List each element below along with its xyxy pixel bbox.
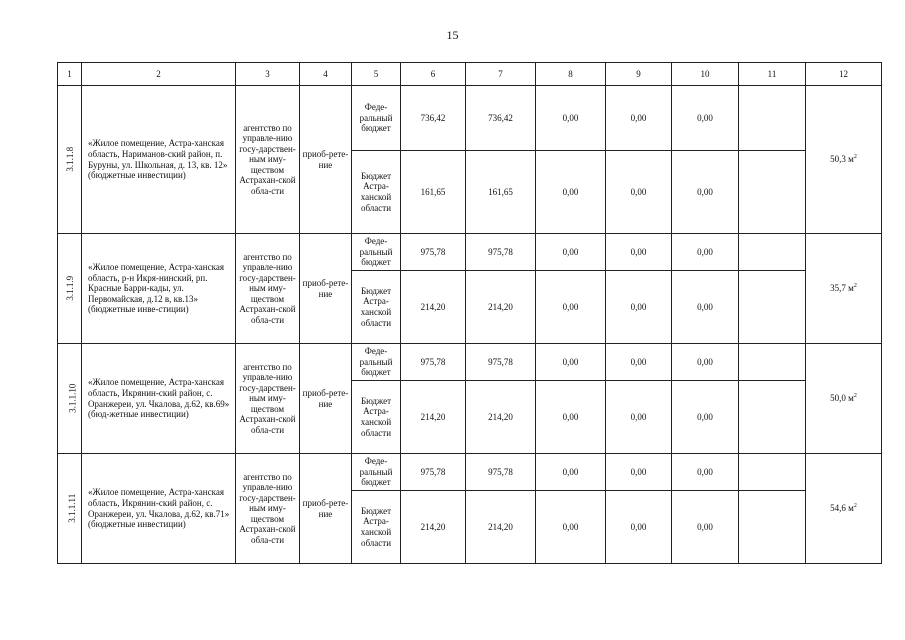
amount-cell [739,151,806,234]
area-cell [806,234,882,344]
funding-source: Бюджет Астра-ханской области [352,381,401,454]
table-row [58,86,882,151]
amount-cell: 0,00 [606,86,672,151]
area-value: 50,3 м [830,154,854,165]
amount-cell: 736,42 [401,86,466,151]
table-row [58,234,882,271]
column-header: 5 [352,63,401,86]
amount-cell: 0,00 [606,234,672,271]
funding-source: Бюджет Астра-ханской области [352,151,401,234]
amount-cell: 975,78 [401,234,466,271]
row-code-cell [58,234,82,344]
amount-cell: 975,78 [401,344,466,381]
amount-cell: 0,00 [672,151,739,234]
row-code-cell [58,86,82,234]
amount-cell: 975,78 [401,454,466,491]
amount-cell: 0,00 [672,454,739,491]
amount-cell: 214,20 [401,491,466,564]
responsible-agency: агентство по управле-нию госу-дарствен-ным иму-ществом Астрахан-ской обла-сти [236,234,300,344]
amount-cell [739,271,806,344]
column-header: 11 [739,63,806,86]
amount-cell: 0,00 [536,234,606,271]
area-unit-superscript: 2 [853,503,857,510]
row-code-cell [58,454,82,564]
row-code: 3.1.1.8 [65,147,76,172]
funding-source: Бюджет Астра-ханской области [352,491,401,564]
area-value: 50,0 м [830,393,854,404]
amount-cell: 214,20 [401,381,466,454]
column-header: 2 [82,63,236,86]
column-header: 3 [236,63,300,86]
amount-cell: 0,00 [672,491,739,564]
amount-cell: 0,00 [606,381,672,454]
row-code-cell [58,344,82,454]
responsible-agency: агентство по управле-нию госу-дарствен-ным иму-ществом Астрахан-ской обла-сти [236,454,300,564]
column-header: 1 [58,63,82,86]
header-row [58,63,882,86]
amount-cell: 0,00 [536,151,606,234]
amount-cell [739,381,806,454]
amount-cell: 975,78 [466,454,536,491]
table-row [58,344,882,381]
amount-cell: 0,00 [536,381,606,454]
action-type: приоб-рете-ние [300,454,352,564]
area-value: 54,6 м [830,503,854,514]
amount-cell [739,344,806,381]
column-header: 12 [806,63,882,86]
object-description: «Жилое помещение, Астра-ханская область, Нариманов-ский район, п. Буруны, ул. Школьная, д. 13, кв. 12» (бюджетные инвестиции) [82,86,236,234]
funding-source: Феде-ральный бюджет [352,234,401,271]
area-cell [806,344,882,454]
column-header: 6 [401,63,466,86]
amount-cell: 0,00 [536,491,606,564]
row-code: 3.1.1.10 [67,383,78,414]
area-value: 35,7 м [830,283,854,294]
row-code: 3.1.1.11 [67,494,78,523]
amount-cell: 161,65 [466,151,536,234]
row-code: 3.1.1.9 [65,276,76,301]
amount-cell: 214,20 [466,491,536,564]
amount-cell: 214,20 [466,381,536,454]
responsible-agency: агентство по управле-нию госу-дарствен-ным иму-ществом Астрахан-ской обла-сти [236,344,300,454]
table-row [58,454,882,491]
funding-source: Феде-ральный бюджет [352,86,401,151]
page-number: 15 [446,28,459,42]
amount-cell: 0,00 [672,344,739,381]
amount-cell [739,454,806,491]
amount-cell: 0,00 [672,86,739,151]
responsible-agency: агентство по управле-нию госу-дарствен-ным иму-ществом Астрахан-ской обла-сти [236,86,300,234]
column-header: 9 [606,63,672,86]
amount-cell: 975,78 [466,344,536,381]
area-unit-superscript: 2 [853,154,857,161]
amount-cell: 0,00 [672,381,739,454]
area-cell [806,454,882,564]
budget-table [57,62,882,564]
amount-cell: 161,65 [401,151,466,234]
column-header: 4 [300,63,352,86]
funding-source: Бюджет Астра-ханской области [352,271,401,344]
amount-cell: 0,00 [606,271,672,344]
funding-source: Феде-ральный бюджет [352,344,401,381]
amount-cell: 0,00 [606,454,672,491]
object-description: «Жилое помещение, Астра-ханская область, Икрянин-ский район, с. Оранжереи, ул. Чкалова, д.62, кв.71» (бюджетные инвестиции) [82,454,236,564]
column-header: 7 [466,63,536,86]
amount-cell: 0,00 [536,271,606,344]
amount-cell [739,491,806,564]
action-type: приоб-рете-ние [300,234,352,344]
amount-cell: 975,78 [466,234,536,271]
amount-cell [739,234,806,271]
area-unit-superscript: 2 [853,393,857,400]
column-header: 10 [672,63,739,86]
area-cell [806,86,882,234]
action-type: приоб-рете-ние [300,344,352,454]
amount-cell: 214,20 [401,271,466,344]
amount-cell: 214,20 [466,271,536,344]
amount-cell: 0,00 [536,344,606,381]
action-type: приоб-рете-ние [300,86,352,234]
amount-cell: 736,42 [466,86,536,151]
column-header: 8 [536,63,606,86]
amount-cell: 0,00 [672,271,739,344]
amount-cell: 0,00 [672,234,739,271]
area-unit-superscript: 2 [853,283,857,290]
amount-cell: 0,00 [606,491,672,564]
amount-cell: 0,00 [536,454,606,491]
amount-cell: 0,00 [606,344,672,381]
amount-cell: 0,00 [536,86,606,151]
amount-cell: 0,00 [606,151,672,234]
funding-source: Феде-ральный бюджет [352,454,401,491]
object-description: «Жилое помещение, Астра-ханская область, р-н Икря-нинский, рп. Красные Барри-кады, ул. Первомайская, д.12 в, кв.13» (бюджетные инве-стиции) [82,234,236,344]
object-description: «Жилое помещение, Астра-ханская область, Икрянин-ский район, с. Оранжереи, ул. Чкалова, д.62, кв.69» (бюд-жетные инвестиции) [82,344,236,454]
amount-cell [739,86,806,151]
